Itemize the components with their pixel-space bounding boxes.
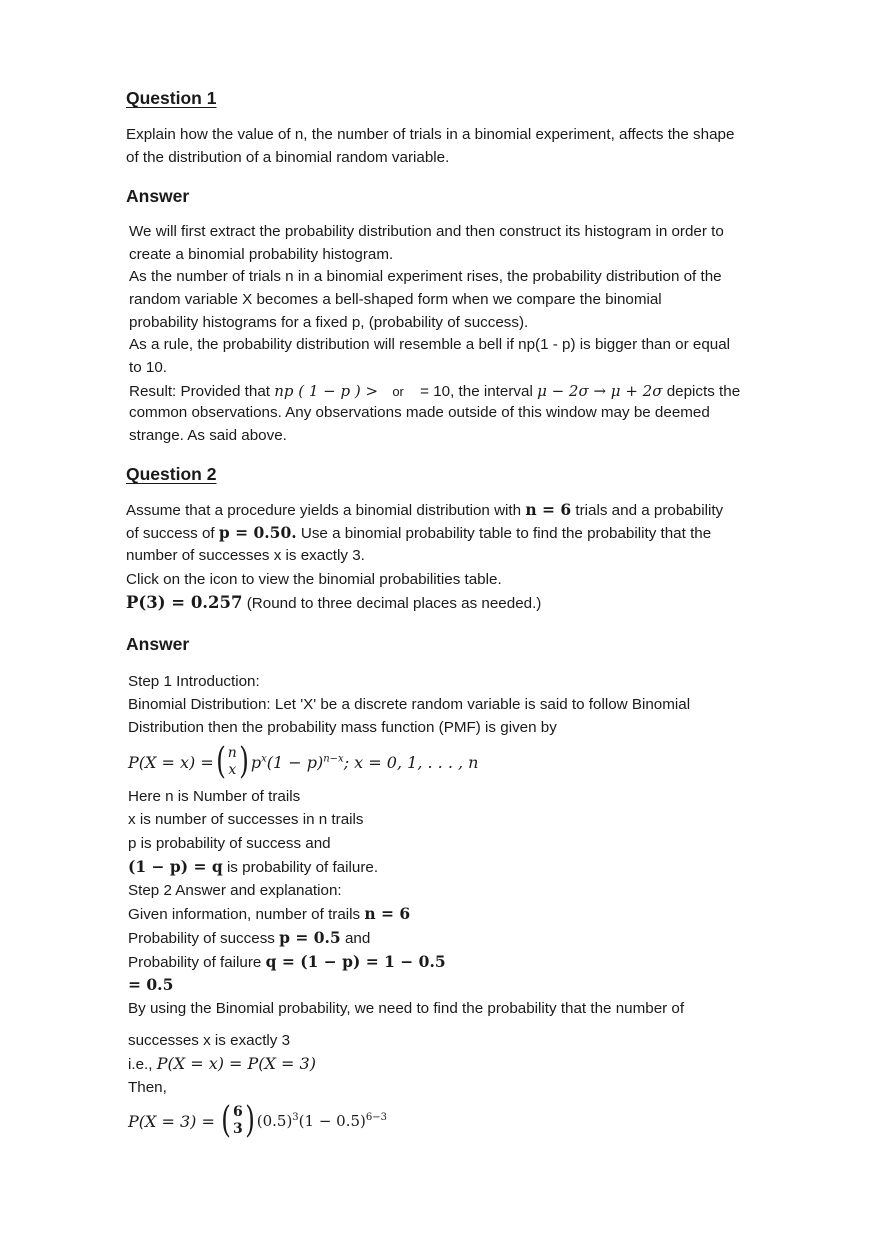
step-1-line-1: Binomial Distribution: Let 'X' be a discrete random variable is said to follow Binomial (128, 696, 691, 713)
question-2-line-4: Click on the icon to view the binomial probabilities table. (126, 571, 502, 588)
here-line-2: x is number of successes in n trails (128, 811, 364, 828)
final-exp-1: 3 (292, 1112, 299, 1123)
q2-text: Assume that a procedure yields a binomial distribution with (126, 502, 522, 519)
pmf-rhs (251, 753, 479, 772)
question-1-text-line-2: of the distribution of a binomial random variable. (126, 149, 450, 166)
binomial-stack (228, 745, 237, 779)
binomial-line-2: successes x is exactly 3 (128, 1032, 291, 1049)
given-math-n: n = 6 (364, 904, 411, 923)
result-math-interval: μ − 2σ → μ + 2σ (537, 382, 663, 400)
open-paren: ( (215, 741, 226, 782)
here-line-3: p is probability of success and (128, 835, 331, 852)
final-exp-2: 6−3 (365, 1112, 387, 1123)
answer-1-result-line (129, 380, 740, 404)
binomial-top: 6 (232, 1104, 243, 1120)
given-text: Given information, number of trails (128, 906, 361, 923)
given-line-2 (128, 927, 370, 951)
ie-math: P(X = x) = P(X = 3) (156, 1054, 316, 1073)
question-2-heading: Question 2 (126, 464, 217, 484)
answer-1-line-6: As a rule, the probability distribution will resemble a bell if np(1 - p) is bigger than or equal (129, 336, 731, 353)
result-math-np: np ( 1 − p ) > (274, 382, 379, 400)
pmf-p: p (250, 752, 262, 772)
here-line-4 (128, 856, 378, 880)
open-paren: ( (220, 1100, 231, 1141)
given-line-3 (128, 951, 446, 975)
question-2-line-5 (126, 592, 541, 616)
q2-rounding-note: (Round to three decimal places as needed.) (246, 595, 542, 612)
result-text-end: depicts the (666, 383, 741, 400)
ie-text: i.e., (128, 1056, 153, 1073)
question-2-line-1 (126, 499, 723, 523)
answer-1-line-5: probability histograms for a fixed p, (probability of success). (129, 314, 529, 331)
success-text: Probability of success (128, 930, 275, 947)
q2-text-end: Use a binomial probability table to find the probability that the (300, 525, 712, 542)
pmf-support: ; x = 0, 1, . . . , n (343, 752, 479, 772)
given-line-1 (128, 903, 410, 927)
answer-1-line-2: create a binomial probability histogram. (129, 246, 394, 263)
answer-1-line-4: random variable X becomes a bell-shaped form when we compare the binomial (129, 291, 662, 308)
failure-prob-value: = 0.5 (128, 975, 174, 994)
answer-2-heading: Answer (126, 634, 190, 654)
question-2-line-3: number of successes x is exactly 3. (126, 547, 365, 564)
pmf-q-exp: n−x (323, 753, 344, 765)
result-text: Result: Provided that (129, 383, 270, 400)
q2-math-p: p = 0.50. (218, 523, 297, 542)
success-and: and (344, 930, 371, 947)
question-2-line-2 (126, 522, 711, 546)
pmf-q: (1 − p) (266, 752, 324, 772)
given-line-4 (128, 974, 173, 998)
q2-math-n: n = 6 (525, 500, 572, 519)
success-math: p = 0.5 (279, 928, 341, 947)
result-equals: = 10, the interval (420, 383, 533, 400)
pmf-lhs: P(X = x) = (128, 752, 214, 772)
close-paren: ) (244, 1100, 255, 1141)
binomial-bottom: x (228, 762, 237, 778)
answer-1-line-9: common observations. Any observations made outside of this window may be deemed (129, 404, 710, 421)
q2-math-result: P(3) = 0.257 (126, 593, 243, 612)
failure-math: (1 − p) = q (128, 857, 223, 876)
result-or: or (392, 384, 404, 399)
final-rhs (257, 1112, 387, 1130)
failure-prob-text: Probability of failure (128, 954, 262, 971)
binomial-bottom: 3 (232, 1121, 243, 1137)
binomial-top: n (227, 745, 237, 761)
final-formula (128, 1098, 387, 1144)
final-lhs: P(X = 3) = (128, 1111, 215, 1131)
binomial-line-1: By using the Binomial probability, we need to find the probability that the number of (128, 1000, 685, 1017)
close-paren: ) (238, 741, 249, 782)
final-binomial (219, 1100, 257, 1141)
answer-1-line-7: to 10. (129, 359, 167, 376)
final-base-1: (0.5) (256, 1112, 293, 1130)
then-line: Then, (128, 1079, 167, 1096)
pmf-p-exp: x (261, 753, 267, 765)
answer-1-line-3: As the number of trials n in a binomial experiment rises, the probability distribution of the (129, 268, 722, 285)
step-1-title: Step 1 Introduction: (128, 673, 260, 690)
answer-1-line-10: strange. As said above. (129, 427, 287, 444)
answer-1-line-1: We will first extract the probability distribution and then construct its histogram in order to (129, 223, 724, 240)
failure-text: is probability of failure. (226, 859, 379, 876)
pmf-binomial (214, 741, 251, 782)
final-base-2: (1 − 0.5) (298, 1112, 366, 1130)
answer-1-heading: Answer (126, 186, 190, 206)
step-2-title: Step 2 Answer and explanation: (128, 882, 342, 899)
question-1-heading: Question 1 (126, 88, 217, 108)
step-1-line-2: Distribution then the probability mass function (PMF) is given by (128, 719, 557, 736)
binomial-stack (233, 1104, 243, 1138)
q2-text-end: trials and a probability (575, 502, 724, 519)
binomial-line-3 (128, 1053, 316, 1077)
question-1-text-line-1: Explain how the value of n, the number of trials in a binomial experiment, affects the shape (126, 126, 735, 143)
failure-prob-math: q = (1 − p) = 1 − 0.5 (265, 952, 446, 971)
here-line-1: Here n is Number of trails (128, 788, 301, 805)
q2-text: of success of (126, 525, 215, 542)
pmf-formula (128, 740, 478, 784)
